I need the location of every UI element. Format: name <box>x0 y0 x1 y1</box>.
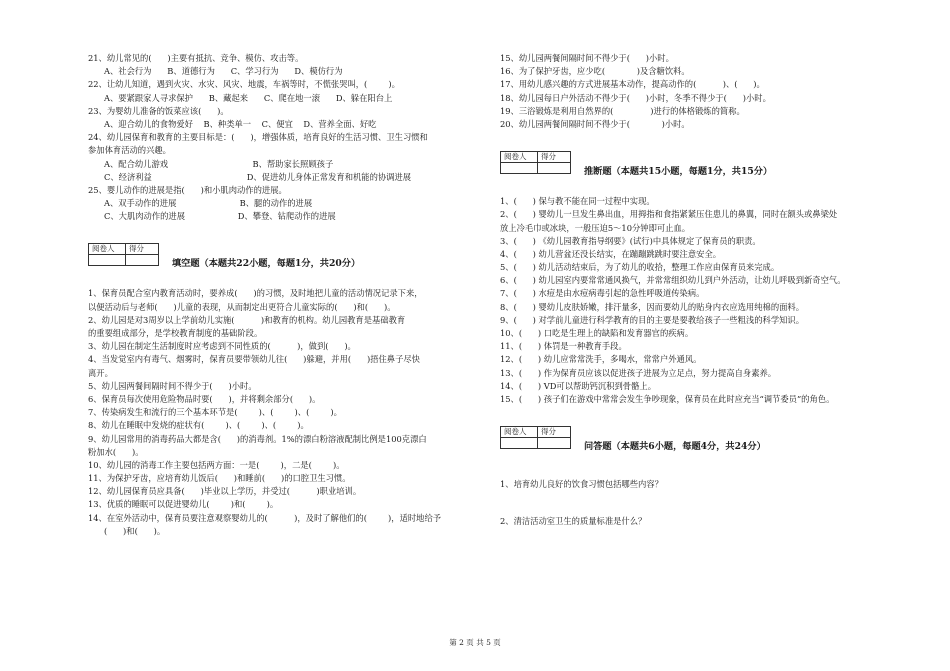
score-cell[interactable] <box>538 163 571 174</box>
qa-section-header <box>500 426 885 452</box>
question-line: 1、保育员配合室内教育活动时，要养成( )的习惯，及时地把儿童的活动情况记录下来， <box>88 288 423 299</box>
question-line: 11、为保护牙齿，应培育幼儿饭后( )和睡前( )的口腔卫生习惯。 <box>88 473 351 484</box>
grader-cell[interactable] <box>501 438 538 449</box>
answer-space[interactable] <box>500 491 885 515</box>
question-line: 3、幼儿园在制定生活制度时应考虑到不同性质的( )，做到( )。 <box>88 341 356 352</box>
question-line: 12、幼儿园保育员应具备( )毕业以上学历，并受过( )职业培训。 <box>88 486 362 497</box>
question-line: 1、( ) 保与教不能在同一过程中实现。 <box>500 196 655 207</box>
question-line: 6、( ) 幼儿园室内要常常通风换气，并常常组织幼儿到户外活动，让幼儿呼吸到新奇空气。 <box>500 275 846 286</box>
question-line: 20、幼儿园两餐间隔时间不得少于( )小时。 <box>500 118 690 129</box>
spacer <box>500 181 885 195</box>
grader-label: 阅卷人 <box>501 152 538 163</box>
spacer <box>88 223 486 237</box>
question-line: 3、( ) 《幼儿园教育指导纲要》(试行)中具体规定了保育员的职责。 <box>500 235 761 246</box>
question-line: 13、( ) 作为保育员应该以促进孩子进展为立足点，努力提高自身素养。 <box>500 367 777 378</box>
question-line: 7、( ) 水痘是由水痘病毒引起的急性呼吸道传染病。 <box>500 288 705 299</box>
grader-label: 阅卷人 <box>89 244 126 255</box>
question-line: 放上冷毛巾或冰块，一般压迫5～10分钟即可止血。 <box>500 222 691 233</box>
spacer <box>88 273 486 287</box>
fill-blank-questions-continued <box>500 52 885 131</box>
multiple-choice-questions <box>88 52 486 223</box>
page-number: 第 2 页 共 5 页 <box>449 638 501 647</box>
question-line: 14、( ) VD可以帮助钙沉积到骨骼上。 <box>500 380 656 391</box>
question-line: 粉加水( )。 <box>88 446 144 457</box>
true-false-questions <box>500 195 885 406</box>
question-line: A、双手动作的进展 B、腿的动作的进展 <box>104 198 313 209</box>
question-line: 24、幼儿园保育和教育的主要目标是：( )，增强体质，培育良好的生活习惯、卫生习惯和 <box>88 132 428 143</box>
section-title: 推断题（本题共15小题，每题1分，共15分） <box>584 166 773 178</box>
score-label: 得分 <box>126 244 159 255</box>
question-line: 9、( ) 对学前儿童进行科学教育的目的主要是要教给孩子一些粗浅的科学知识。 <box>500 314 805 325</box>
grader-cell[interactable] <box>501 163 538 174</box>
question-line: 的重要组成部分，是学校教育制度的基础阶段。 <box>88 328 263 338</box>
score-label: 得分 <box>538 427 571 438</box>
question-line: 6、保育员每次使用危险物品时要( )，并将剩余部分( )。 <box>88 393 321 404</box>
spacer <box>500 406 885 420</box>
spacer <box>500 131 885 145</box>
question-line: 5、( ) 幼儿活动结束后，为了幼儿的收拾，整理工作应由保育员来完成。 <box>500 262 780 273</box>
question-line: C、大肌肉动作的进展 D、攀登、钻爬动作的进展 <box>104 211 336 222</box>
question-line: 2、幼儿园是对3周岁以上学前幼儿实施( )和教育的机构。幼儿园教育是基础教育 <box>88 314 406 325</box>
question-line: A、迎合幼儿的食物爱好 B、种类单一 C、便宜 D、营养全面、好吃 <box>104 118 377 129</box>
question-line: 14、在室外活动中，保育员要注意观察婴幼儿的( )，及时了解他们的( )，适时地给予 <box>88 512 442 523</box>
question-line: 22、让幼儿知道，遇到火灾、水灾、风灾、地震，车祸等时，不慌张哭叫，( )。 <box>88 79 400 90</box>
score-box <box>88 243 159 266</box>
section-title: 填空题（本题共22小题，每题1分，共20分） <box>172 258 361 270</box>
question-line: 参加体育活动的兴趣。 <box>88 145 171 156</box>
section-title: 问答题（本题共6小题，每题4分，共24分） <box>584 441 766 453</box>
question-line: 15、幼儿园两餐间隔时间不得少于( )小时。 <box>500 53 674 63</box>
question-line: 10、幼儿园的消毒工作主要包括两方面：一是( )，二是( )。 <box>88 459 345 470</box>
question-line: 15、( ) 孩子们在游戏中常常会发生争吵现象，保育员在此时应充当“调节委员”的角色。 <box>500 393 835 404</box>
question-line: 8、幼儿在睡眠中发烧的症状有( )、( )、( )。 <box>88 420 309 431</box>
spacer <box>500 456 885 478</box>
question-line: C、经济利益 D、促进幼儿身体正常发育和机能的协调进展 <box>104 171 412 182</box>
left-column <box>88 52 486 538</box>
question-line: A、要紧跟家人寻求保护 B、藏起来 C、爬在地一滚 D、躲在阳台上 <box>104 92 393 103</box>
score-box <box>500 426 571 449</box>
question-line: 13、优质的睡眠可以促进婴幼儿( )和( )。 <box>88 499 279 510</box>
question-line: 以便活动后与老师( )儿童的表现，从而制定出更符合儿童实际的( )和( )。 <box>88 301 396 312</box>
question-line: 8、( ) 婴幼儿皮肤娇嫩，排汗量多，因而要幼儿的贴身内衣应选用纯棉的面料。 <box>500 301 805 312</box>
question-line: 17、用幼儿感兴趣的方式进展基本动作，提高动作的( )、( )。 <box>500 79 765 90</box>
question-line: 4、当发觉室内有毒气、烟雾时，保育员要带领幼儿往( )躲避，并用( )捂住鼻子尽快 <box>88 354 420 365</box>
score-box <box>500 151 571 174</box>
question-line: ( )和( )。 <box>104 525 166 536</box>
question-line: 11、( ) 体罚是一种教育手段。 <box>500 341 627 352</box>
question-line: 16、为了保护牙齿，应少吃( )及含糖饮料。 <box>500 66 690 77</box>
question-line: A、配合幼儿游戏 B、帮助家长照顾孩子 <box>104 158 334 169</box>
fill-blank-questions <box>88 287 486 538</box>
grader-cell[interactable] <box>89 255 126 266</box>
question-line: 10、( ) 口吃是生理上的缺陷和发育器官的疾病。 <box>500 328 694 338</box>
qa-question-2: 2、清洁活动室卫生的质量标准是什么？ <box>500 516 647 527</box>
question-line: 23、为婴幼儿准备的饭菜应该( )。 <box>88 105 229 116</box>
score-cell[interactable] <box>538 438 571 449</box>
question-line: 离开。 <box>88 367 113 378</box>
grader-label: 阅卷人 <box>501 427 538 438</box>
question-line: 18、幼儿园每日户外活动不得少于( )小时，冬季不得少于( )小时。 <box>500 92 771 103</box>
question-line: 25、婴儿动作的进展是指( )和小肌肉动作的进展。 <box>88 184 287 195</box>
qa-question-1: 1、培育幼儿良好的饮食习惯包括哪些内容？ <box>500 479 663 490</box>
question-line: 12、( ) 幼儿应常常洗手，多喝水，常常户外通风。 <box>500 354 702 365</box>
question-line: 2、( ) 婴幼儿一旦发生鼻出血，用拇指和食指紧紧压住患儿的鼻翼，同时在额头或鼻梁处 <box>500 209 838 220</box>
question-line: 4、( ) 幼儿营盆还没长结实，在蹦蹦跳跳时要注意安全。 <box>500 248 722 259</box>
score-cell[interactable] <box>126 255 159 266</box>
right-column <box>500 52 885 529</box>
question-line: 19、三浴锻炼是利用自然界的( )进行的体格锻炼的简称。 <box>500 105 745 116</box>
question-line: 5、幼儿园两餐间隔时间不得少于( )小时。 <box>88 380 257 391</box>
true-false-section-header <box>500 151 885 177</box>
question-line: 9、幼儿园常用的消毒药品大都是含( )的消毒剂。1%的漂白粉溶液配制比例是100克漂白 <box>88 433 427 444</box>
question-line: 21、幼儿常见的( )主要有抵抗、竞争、模仿、攻击等。 <box>88 53 304 63</box>
question-line: 7、传染病发生和流行的三个基本环节是( )、( )、( )。 <box>88 407 342 418</box>
question-line: A、社会行为 B、道德行为 C、学习行为 D、模仿行为 <box>104 66 343 77</box>
fill-blank-section-header <box>88 243 486 269</box>
score-label: 得分 <box>538 152 571 163</box>
